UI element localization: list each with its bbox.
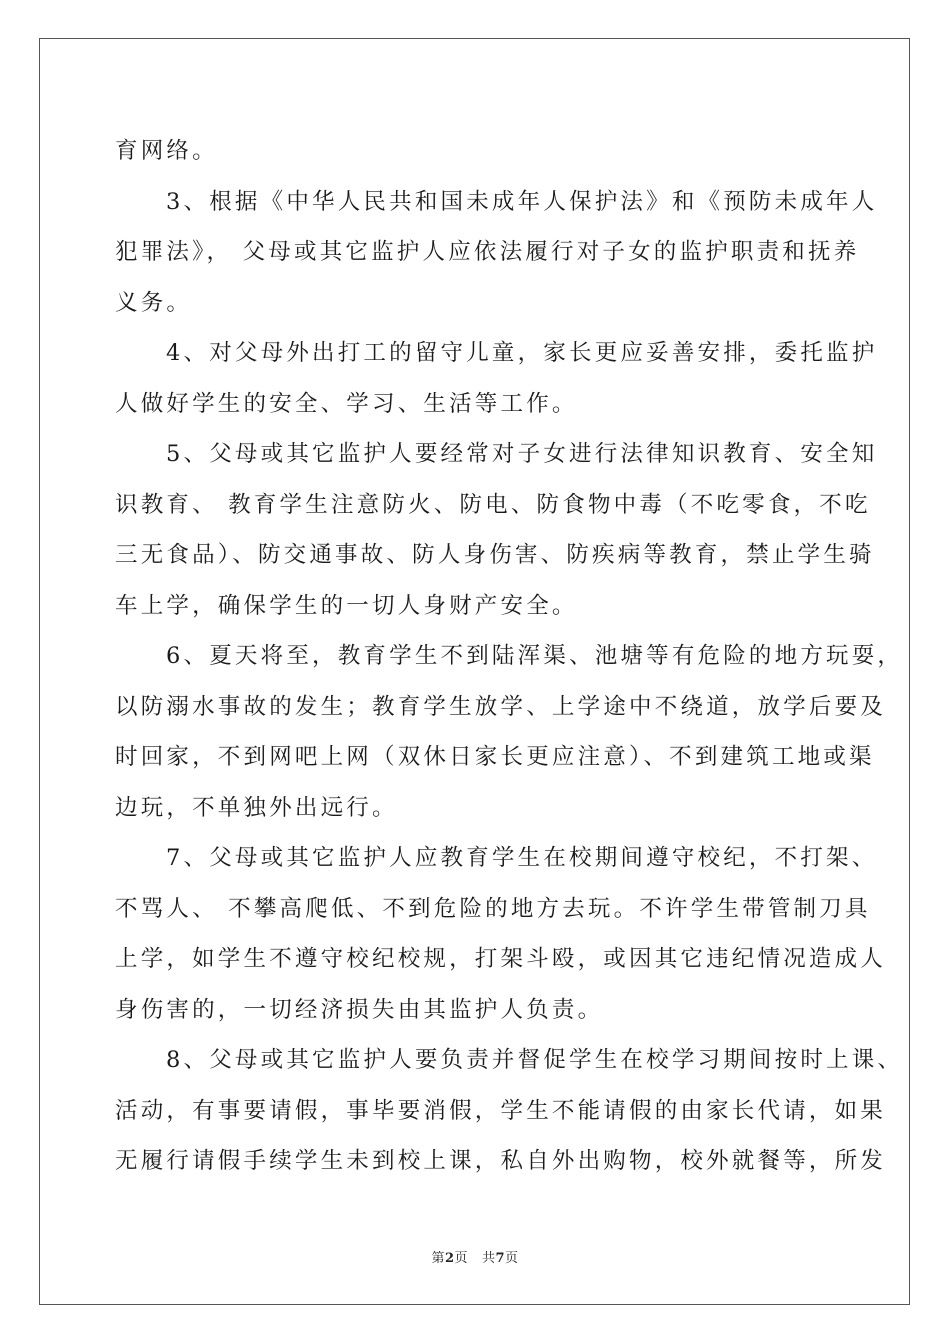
text-line: 以防溺水事故的发生；教育学生放学、上学途中不绕道，放学后要及	[115, 693, 887, 720]
text-line: 上学，如学生不遵守校纪校规，打架斗殴，或因其它违纪情况造成人	[115, 946, 887, 972]
text-line: 车上学，确保学生的一切人身财产安全。	[115, 592, 578, 619]
total-pages-suffix: 页	[505, 1251, 519, 1266]
total-pages-prefix: 共	[481, 1251, 496, 1266]
text-line: 不骂人、 不攀高爬低、不到危险的地方去玩。不许学生带管制刀具	[115, 895, 871, 922]
text-line: 无履行请假手续学生未到校上课，私自外出购物，校外就餐等，所发	[115, 1148, 887, 1174]
paragraph-start-line: 5、父母或其它监护人要经常对子女进行法律知识教育、安全知	[166, 441, 878, 467]
document-body	[115, 126, 904, 1187]
page-footer	[0, 1247, 950, 1266]
text-line: 义务。	[115, 289, 193, 316]
page-number-prefix: 第	[431, 1251, 445, 1266]
text-line: 人做好学生的安全、学习、生活等工作。	[115, 390, 578, 417]
text-line: 育网络。	[115, 138, 218, 164]
text-line: 活动，有事要请假，事毕要消假，学生不能请假的由家长代请，如果	[115, 1097, 887, 1124]
paragraph-start-line: 8、父母或其它监护人要负责并督促学生在校学习期间按时上课、	[166, 1047, 904, 1073]
text-line: 犯罪法》， 父母或其它监护人应依法履行对子女的监护职责和抚养	[115, 239, 860, 265]
paragraph-start-line: 4、对父母外出打工的留守儿童，家长更应妥善安排，委托监护	[166, 340, 878, 366]
text-line: 识教育、 教育学生注意防火、防电、防食物中毒（不吃零食，不吃	[115, 491, 871, 518]
page-number: 2	[444, 1251, 455, 1266]
text-line: 边玩，不单独外出远行。	[115, 794, 398, 821]
total-pages: 7	[495, 1251, 506, 1266]
page-number-suffix: 页	[454, 1251, 469, 1266]
text-line: 时回家，不到网吧上网（双休日家长更应注意）、不到建筑工地或渠	[115, 744, 875, 770]
text-line: 身伤害的，一切经济损失由其监护人负责。	[115, 996, 604, 1023]
paragraph-start-line: 3、根据《中华人民共和国未成年人保护法》和《预防未成年人	[166, 188, 878, 215]
paragraph-start-line: 7、父母或其它监护人应教育学生在校期间遵守校纪，不打架、	[166, 845, 878, 871]
text-line: 三无食品）、防交通事故、防人身伤害、防疾病等教育，禁止学生骑	[115, 542, 875, 568]
paragraph-start-line: 6、夏天将至，教育学生不到陆浑渠、池塘等有危险的地方玩耍，	[166, 643, 904, 669]
